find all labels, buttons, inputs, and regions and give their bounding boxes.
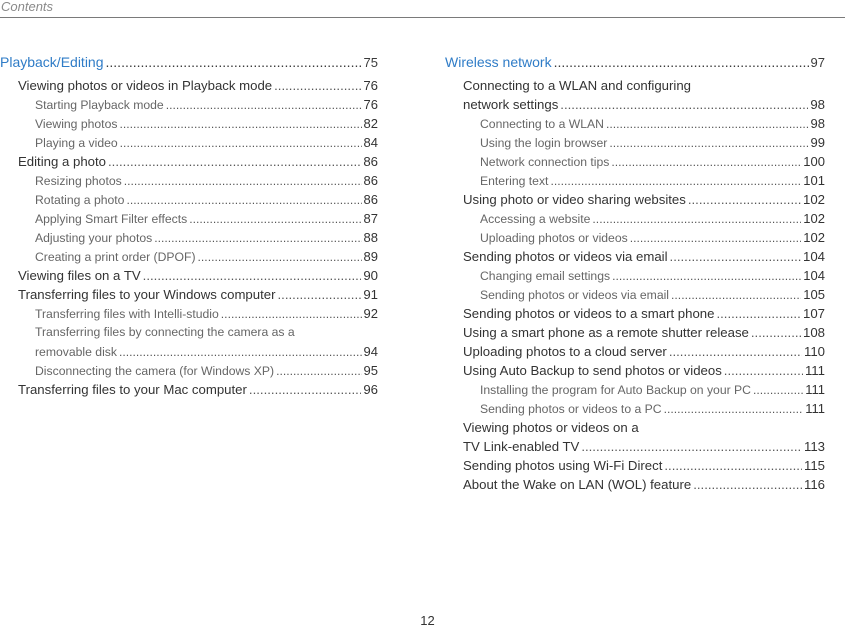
toc-subentry[interactable] bbox=[0, 190, 378, 209]
toc-entry[interactable] bbox=[0, 285, 378, 304]
leader-dots bbox=[249, 380, 361, 399]
toc-entry[interactable] bbox=[0, 152, 378, 171]
toc-entry[interactable] bbox=[445, 475, 825, 494]
leader-dots bbox=[120, 134, 362, 152]
leader-dots bbox=[560, 95, 808, 114]
entry-title: Using the login browser bbox=[480, 136, 608, 150]
toc-subentry[interactable] bbox=[0, 247, 378, 266]
entry-page: 82 bbox=[363, 116, 378, 131]
toc-subentry[interactable] bbox=[0, 95, 378, 114]
entry-title: Using photo or video sharing websites bbox=[463, 192, 686, 207]
entry-page: 86 bbox=[363, 173, 378, 188]
entry-title: Sending photos or videos via email bbox=[480, 288, 670, 302]
leader-dots bbox=[126, 191, 361, 209]
toc-entry[interactable] bbox=[445, 361, 825, 380]
entry-page: 87 bbox=[363, 211, 378, 226]
entry-title: Uploading photos to a cloud server bbox=[463, 344, 667, 359]
leader-dots bbox=[143, 266, 362, 285]
toc-column-right bbox=[445, 53, 825, 494]
toc-section-wireless-network[interactable] bbox=[445, 53, 825, 72]
toc-entry[interactable] bbox=[445, 342, 825, 361]
leader-dots bbox=[669, 342, 802, 361]
toc-subentry[interactable] bbox=[445, 133, 825, 152]
entry-page: 95 bbox=[363, 363, 378, 378]
toc-subentry[interactable] bbox=[445, 114, 825, 133]
toc-list-left bbox=[0, 76, 378, 399]
entry-title: Creating a print order (DPOF) bbox=[35, 250, 196, 264]
leader-dots bbox=[664, 456, 802, 475]
toc-subentry[interactable] bbox=[0, 342, 378, 361]
entry-page: 96 bbox=[363, 382, 378, 397]
toc-subentry[interactable] bbox=[0, 114, 378, 133]
entry-page: 110 bbox=[803, 344, 825, 359]
entry-page: 76 bbox=[363, 78, 378, 93]
entry-page: 94 bbox=[363, 344, 378, 359]
entry-title: Transferring files with Intelli-studio bbox=[35, 307, 219, 321]
entry-page: 111 bbox=[805, 382, 825, 397]
leader-dots bbox=[609, 134, 808, 152]
entry-title: Connecting to a WLAN bbox=[480, 117, 604, 131]
entry-page: 115 bbox=[803, 458, 825, 473]
entry-page: 86 bbox=[363, 154, 378, 169]
entry-title: Transferring files to your Windows computer bbox=[18, 287, 276, 302]
entry-title: Viewing photos bbox=[35, 117, 118, 131]
toc-subentry[interactable] bbox=[445, 209, 825, 228]
entry-title: Sending photos using Wi-Fi Direct bbox=[463, 458, 663, 473]
leader-dots bbox=[630, 229, 802, 247]
leader-dots bbox=[716, 304, 801, 323]
toc-entry-line1[interactable]: Connecting to a WLAN and configuring bbox=[463, 78, 691, 93]
toc-subentry[interactable] bbox=[445, 266, 825, 285]
entry-title: TV Link-enabled TV bbox=[463, 439, 580, 454]
toc-subentry[interactable] bbox=[445, 228, 825, 247]
entry-page: 89 bbox=[363, 249, 378, 264]
entry-page: 99 bbox=[810, 135, 825, 150]
leader-dots bbox=[592, 210, 801, 228]
entry-page: 101 bbox=[803, 173, 825, 188]
entry-page: 105 bbox=[803, 287, 825, 302]
page-header bbox=[0, 0, 845, 18]
toc-subentry[interactable] bbox=[0, 171, 378, 190]
entry-page: 104 bbox=[802, 249, 825, 264]
entry-page: 111 bbox=[805, 401, 825, 416]
toc-subentry[interactable] bbox=[0, 133, 378, 152]
toc-entry[interactable] bbox=[445, 437, 825, 456]
toc-entry[interactable] bbox=[445, 95, 825, 114]
entry-title: Rotating a photo bbox=[35, 193, 125, 207]
entry-page: 88 bbox=[363, 230, 378, 245]
toc-list-right bbox=[445, 76, 825, 494]
leader-dots bbox=[753, 381, 803, 399]
leader-dots bbox=[189, 210, 361, 228]
toc-entry[interactable] bbox=[445, 247, 825, 266]
leader-dots bbox=[670, 247, 801, 266]
leader-dots bbox=[274, 76, 361, 95]
leader-dots bbox=[581, 437, 802, 456]
leader-dots bbox=[611, 153, 801, 171]
page-number-text: 12 bbox=[420, 613, 435, 628]
leader-dots bbox=[119, 115, 361, 133]
entry-title: Changing email settings bbox=[480, 269, 611, 283]
entry-title: Accessing a website bbox=[480, 212, 591, 226]
leader-dots bbox=[554, 53, 809, 72]
leader-dots bbox=[278, 285, 362, 304]
toc-subentry[interactable] bbox=[445, 152, 825, 171]
leader-dots bbox=[198, 248, 362, 266]
entry-title: Installing the program for Auto Backup on your PC bbox=[480, 383, 751, 397]
toc-subentry[interactable] bbox=[445, 285, 825, 304]
section-page: 75 bbox=[363, 55, 378, 70]
toc-entry[interactable] bbox=[445, 456, 825, 475]
entry-page: 98 bbox=[810, 116, 825, 131]
entry-title: Using Auto Backup to send photos or videos bbox=[463, 363, 722, 378]
toc-subentry[interactable] bbox=[0, 304, 378, 323]
entry-page: 108 bbox=[802, 325, 825, 340]
entry-title: Uploading photos or videos bbox=[480, 231, 628, 245]
toc-entry-line1[interactable]: Transferring files by connecting the camera as a bbox=[35, 325, 295, 339]
entry-title: Resizing photos bbox=[35, 174, 122, 188]
leader-dots bbox=[276, 362, 361, 380]
entry-page: 98 bbox=[810, 97, 825, 112]
leader-dots bbox=[119, 343, 362, 361]
toc-entry[interactable] bbox=[445, 190, 825, 209]
toc-entry[interactable] bbox=[0, 380, 378, 399]
toc-entry[interactable] bbox=[0, 266, 378, 285]
entry-title: Viewing photos or videos in Playback mode bbox=[18, 78, 273, 93]
leader-dots bbox=[106, 53, 362, 72]
entry-page: 100 bbox=[803, 154, 825, 169]
section-page: 97 bbox=[810, 55, 825, 70]
entry-title: Using a smart phone as a remote shutter release bbox=[463, 325, 749, 340]
entry-page: 102 bbox=[802, 192, 825, 207]
entry-page: 116 bbox=[803, 477, 825, 492]
entry-page: 104 bbox=[803, 268, 825, 283]
leader-dots bbox=[612, 267, 801, 285]
leader-dots bbox=[688, 190, 801, 209]
entry-title: Sending photos or videos to a smart phone bbox=[463, 306, 715, 321]
toc-subentry[interactable] bbox=[0, 228, 378, 247]
section-title: Playback/Editing bbox=[0, 54, 104, 70]
entry-page: 102 bbox=[803, 230, 825, 245]
entry-page: 86 bbox=[363, 192, 378, 207]
entry-page: 111 bbox=[804, 363, 825, 378]
entry-page: 102 bbox=[803, 211, 825, 226]
entry-title: Transferring files to your Mac computer bbox=[18, 382, 247, 397]
toc-subentry[interactable] bbox=[0, 361, 378, 380]
toc-subentry[interactable] bbox=[445, 380, 825, 399]
entry-page: 113 bbox=[803, 439, 825, 454]
entry-title: Disconnecting the camera (for Windows XP) bbox=[35, 364, 275, 378]
entry-title: Network connection tips bbox=[480, 155, 610, 169]
entry-page: 76 bbox=[363, 97, 378, 112]
leader-dots bbox=[724, 361, 803, 380]
leader-dots bbox=[550, 172, 801, 190]
entry-title: network settings bbox=[463, 97, 559, 112]
header-title: Contents bbox=[1, 0, 54, 14]
leader-dots bbox=[606, 115, 809, 133]
entry-title: About the Wake on LAN (WOL) feature bbox=[463, 477, 692, 492]
leader-dots bbox=[154, 229, 361, 247]
entry-title: Editing a photo bbox=[18, 154, 106, 169]
leader-dots bbox=[108, 152, 361, 171]
entry-page: 91 bbox=[363, 287, 378, 302]
leader-dots bbox=[166, 96, 362, 114]
toc-entry[interactable] bbox=[445, 323, 825, 342]
toc-entry[interactable] bbox=[0, 76, 378, 95]
toc-subentry[interactable] bbox=[445, 171, 825, 190]
entry-title: Starting Playback mode bbox=[35, 98, 164, 112]
entry-title: Sending photos or videos via email bbox=[463, 249, 668, 264]
leader-dots bbox=[664, 400, 804, 418]
entry-page: 92 bbox=[363, 306, 378, 321]
entry-title: Sending photos or videos to a PC bbox=[480, 402, 662, 416]
section-title: Wireless network bbox=[445, 54, 552, 70]
entry-page: 84 bbox=[363, 135, 378, 150]
entry-title: Entering text bbox=[480, 174, 549, 188]
leader-dots bbox=[671, 286, 801, 304]
entry-page: 107 bbox=[802, 306, 825, 321]
entry-title: Applying Smart Filter effects bbox=[35, 212, 188, 226]
entry-title: Playing a video bbox=[35, 136, 118, 150]
toc-subentry[interactable] bbox=[0, 209, 378, 228]
toc-column-left bbox=[0, 53, 378, 399]
leader-dots bbox=[693, 475, 802, 494]
entry-title: Adjusting your photos bbox=[35, 231, 153, 245]
leader-dots bbox=[221, 305, 362, 323]
entry-page: 90 bbox=[363, 268, 378, 283]
toc-entry-line1[interactable]: Viewing photos or videos on a bbox=[463, 420, 639, 435]
entry-title: removable disk bbox=[35, 345, 117, 359]
toc-section-playback-editing[interactable] bbox=[0, 53, 378, 72]
leader-dots bbox=[124, 172, 362, 190]
toc-subentry[interactable] bbox=[445, 399, 825, 418]
entry-title: Viewing files on a TV bbox=[18, 268, 141, 283]
toc-entry[interactable] bbox=[445, 304, 825, 323]
leader-dots bbox=[751, 323, 801, 342]
